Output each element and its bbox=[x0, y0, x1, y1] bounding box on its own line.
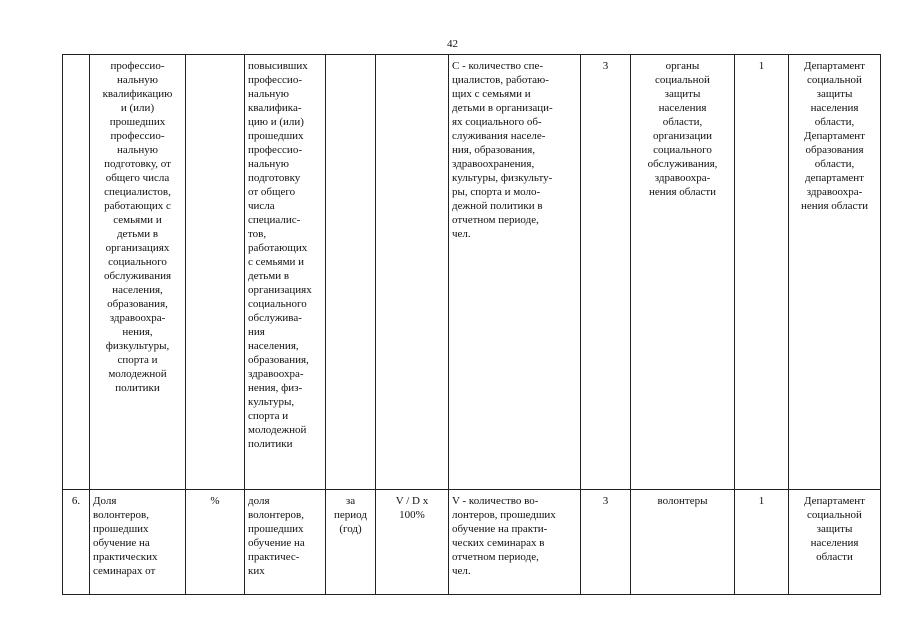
cell-text-line: прошедших bbox=[93, 523, 149, 535]
cell-method: 3 bbox=[581, 490, 631, 595]
cell-text-line: повысивших bbox=[248, 60, 308, 72]
cell-text-line: профессио- bbox=[110, 130, 165, 142]
cell-text-line: и (или) bbox=[120, 102, 155, 114]
cell-text-line: нения области bbox=[800, 200, 869, 212]
cell-text-line: защиты bbox=[816, 523, 853, 535]
cell-text-line: числа bbox=[248, 200, 275, 212]
cell-text-line: населения bbox=[810, 537, 859, 549]
cell-text-line: населения bbox=[810, 102, 859, 114]
cell-text-line: нения, bbox=[122, 326, 153, 338]
cell-text-line: здравоохранения, bbox=[452, 158, 535, 170]
cell-text-line: прошедших bbox=[248, 130, 304, 142]
cell-text-line: населения bbox=[658, 102, 707, 114]
cell-text-line: культуры, bbox=[248, 396, 295, 408]
cell-text-line: V - количество во- bbox=[452, 495, 539, 507]
cell-text-line: обслуживания, bbox=[647, 158, 718, 170]
cell-text-line: (год) bbox=[339, 523, 362, 535]
table-row bbox=[63, 55, 881, 490]
cell-unit bbox=[186, 55, 245, 490]
cell-text-line: детьми в bbox=[116, 228, 159, 240]
cell-text-line: профессио- bbox=[248, 74, 302, 86]
cell-period bbox=[326, 490, 376, 595]
cell-text-line: от общего bbox=[248, 186, 296, 198]
cell-text-line: ния, образования, bbox=[452, 144, 536, 156]
cell-text-line: отчетном периоде, bbox=[452, 551, 539, 563]
cell-period bbox=[326, 55, 376, 490]
cell-text-line: обучение на bbox=[248, 537, 305, 549]
cell-text-line: спорта и bbox=[117, 354, 158, 366]
cell-text-line: специалистов, bbox=[104, 186, 171, 198]
cell-text-line: 100% bbox=[399, 509, 425, 521]
cell-text-line: молодежной bbox=[248, 424, 307, 436]
cell-text-line: период bbox=[334, 509, 367, 521]
cell-text-line: Департамент bbox=[803, 60, 865, 72]
cell-text-line: социальной bbox=[807, 509, 862, 521]
cell-text-line: нальную bbox=[248, 88, 289, 100]
cell-text-line: департамент bbox=[805, 172, 864, 184]
cell-text-line: тов, bbox=[248, 228, 267, 240]
cell-text-line: социальной bbox=[807, 74, 862, 86]
cell-text-line: за bbox=[345, 495, 356, 507]
cell-text-line: организациях bbox=[248, 284, 312, 296]
cell-text-line: работающих bbox=[248, 242, 308, 254]
table-row bbox=[63, 490, 881, 595]
cell-text-line: Департамент bbox=[803, 495, 865, 507]
cell-definition bbox=[245, 55, 326, 490]
cell-text-line: доля bbox=[248, 495, 270, 507]
cell-text-line: обучение на практи- bbox=[452, 523, 548, 535]
cell-text-line: отчетном периоде, bbox=[452, 214, 539, 226]
cell-text-line: образования bbox=[805, 144, 864, 156]
cell-text-line: щих с семьями и bbox=[452, 88, 531, 100]
cell-text-line: подготовку, от bbox=[104, 158, 171, 170]
cell-text-line: специалис- bbox=[248, 214, 301, 226]
cell-text-line: здравоохра- bbox=[806, 186, 863, 198]
cell-text-line: практических bbox=[93, 551, 158, 563]
cell-text-line: служивания населе- bbox=[452, 130, 546, 142]
cell-text-line: ния bbox=[248, 326, 265, 338]
cell-text-line: работающих с bbox=[104, 200, 171, 212]
cell-text-line: защиты bbox=[816, 88, 853, 100]
cell-text-line: здравоохра- bbox=[248, 368, 304, 380]
cell-text-line: чел. bbox=[452, 228, 471, 240]
cell-text-line: социального bbox=[653, 144, 712, 156]
page-number: 42 bbox=[447, 38, 458, 50]
cell-text-line: организациях bbox=[105, 242, 170, 254]
cell-text-line: подготовку bbox=[248, 172, 301, 184]
cell-definition bbox=[245, 490, 326, 595]
cell-method: 3 bbox=[581, 55, 631, 490]
cell-text-line: нальную bbox=[117, 74, 158, 86]
cell-text-line: нения области bbox=[648, 186, 717, 198]
cell-text-line: с семьями и bbox=[248, 256, 305, 268]
cell-indicator-name bbox=[90, 490, 186, 595]
cell-text-line: квалифика- bbox=[248, 102, 302, 114]
cell-text-line: населения, bbox=[112, 284, 163, 296]
cell-text-line: волонтеров, bbox=[248, 509, 304, 521]
cell-text-line: чел. bbox=[452, 565, 471, 577]
cell-text-line: обучение на bbox=[93, 537, 150, 549]
cell-text-line: семьями и bbox=[113, 214, 162, 226]
cell-text-line: культуры, физкульту- bbox=[452, 172, 553, 184]
cell-text-line: волонтеров, bbox=[93, 509, 149, 521]
cell-text-line: Доля bbox=[93, 495, 117, 507]
cell-text-line: ких bbox=[248, 565, 265, 577]
cell-text-line: V / D х bbox=[395, 495, 429, 507]
cell-text-line: молодежной bbox=[108, 368, 167, 380]
cell-formula bbox=[376, 490, 449, 595]
cell-text-line: населения, bbox=[248, 340, 299, 352]
indicators-table bbox=[62, 54, 881, 595]
cell-text-line: спорта и bbox=[248, 410, 289, 422]
cell-number: 6. bbox=[63, 490, 90, 595]
cell-variables bbox=[449, 55, 581, 490]
cell-source bbox=[631, 55, 735, 490]
cell-text-line: области bbox=[816, 551, 853, 563]
cell-responsible bbox=[789, 55, 881, 490]
cell-text-line: защиты bbox=[664, 88, 701, 100]
cell-text-line: организации bbox=[652, 130, 713, 142]
cell-text-line: социальной bbox=[655, 74, 710, 86]
cell-text-line: нальную bbox=[248, 158, 289, 170]
cell-text-line: обслужива- bbox=[248, 312, 302, 324]
cell-responsible bbox=[789, 490, 881, 595]
cell-indicator-name bbox=[90, 55, 186, 490]
cell-text-line: социального bbox=[248, 298, 307, 310]
cell-text-line: обслуживания bbox=[103, 270, 172, 282]
cell-text-line: общего числа bbox=[105, 172, 170, 184]
cell-text-line: прошедших bbox=[248, 523, 304, 535]
cell-text-line: практичес- bbox=[248, 551, 300, 563]
cell-text-line: области, bbox=[662, 116, 703, 128]
cell-variables bbox=[449, 490, 581, 595]
cell-text-line: цию и (или) bbox=[248, 116, 304, 128]
cell-text-line: здравоохра- bbox=[109, 312, 166, 324]
cell-text-line: ях социального об- bbox=[452, 116, 542, 128]
cell-text-line: области, bbox=[814, 116, 855, 128]
cell-text-line: области, bbox=[814, 158, 855, 170]
cell-unit: % bbox=[186, 490, 245, 595]
cell-text-line: волонтеры bbox=[657, 495, 708, 507]
cell-text-line: детьми в bbox=[248, 270, 290, 282]
cell-text-line: профессио- bbox=[110, 60, 165, 72]
cell-text-line: лонтеров, прошедших bbox=[452, 509, 556, 521]
cell-text-line: ческих семинарах в bbox=[452, 537, 545, 549]
cell-text-line: образования, bbox=[107, 298, 168, 310]
cell-text-line: дежной политики в bbox=[452, 200, 543, 212]
cell-text-line: политики bbox=[115, 382, 160, 394]
cell-text-line: семинарах от bbox=[93, 565, 156, 577]
cell-text-line: здравоохра- bbox=[654, 172, 711, 184]
cell-text-line: образования, bbox=[248, 354, 309, 366]
cell-text-line: детьми в организаци- bbox=[452, 102, 553, 114]
cell-text-line: прошедших bbox=[109, 116, 166, 128]
cell-frequency: 1 bbox=[735, 490, 789, 595]
cell-text-line: социального bbox=[108, 256, 167, 268]
cell-text-line: квалификацию bbox=[102, 88, 173, 100]
cell-text-line: органы bbox=[665, 60, 700, 72]
cell-text-line: ры, спорта и моло- bbox=[452, 186, 541, 198]
cell-text-line: Департамент bbox=[803, 130, 865, 142]
cell-number bbox=[63, 55, 90, 490]
cell-source bbox=[631, 490, 735, 595]
cell-text-line: С - количество спе- bbox=[452, 60, 544, 72]
cell-formula bbox=[376, 55, 449, 490]
cell-text-line: нальную bbox=[117, 144, 158, 156]
cell-text-line: нения, физ- bbox=[248, 382, 303, 394]
cell-text-line: политики bbox=[248, 438, 293, 450]
cell-frequency: 1 bbox=[735, 55, 789, 490]
cell-text-line: физкультуры, bbox=[105, 340, 170, 352]
cell-text-line: профессио- bbox=[248, 144, 302, 156]
cell-text-line: циалистов, работаю- bbox=[452, 74, 549, 86]
